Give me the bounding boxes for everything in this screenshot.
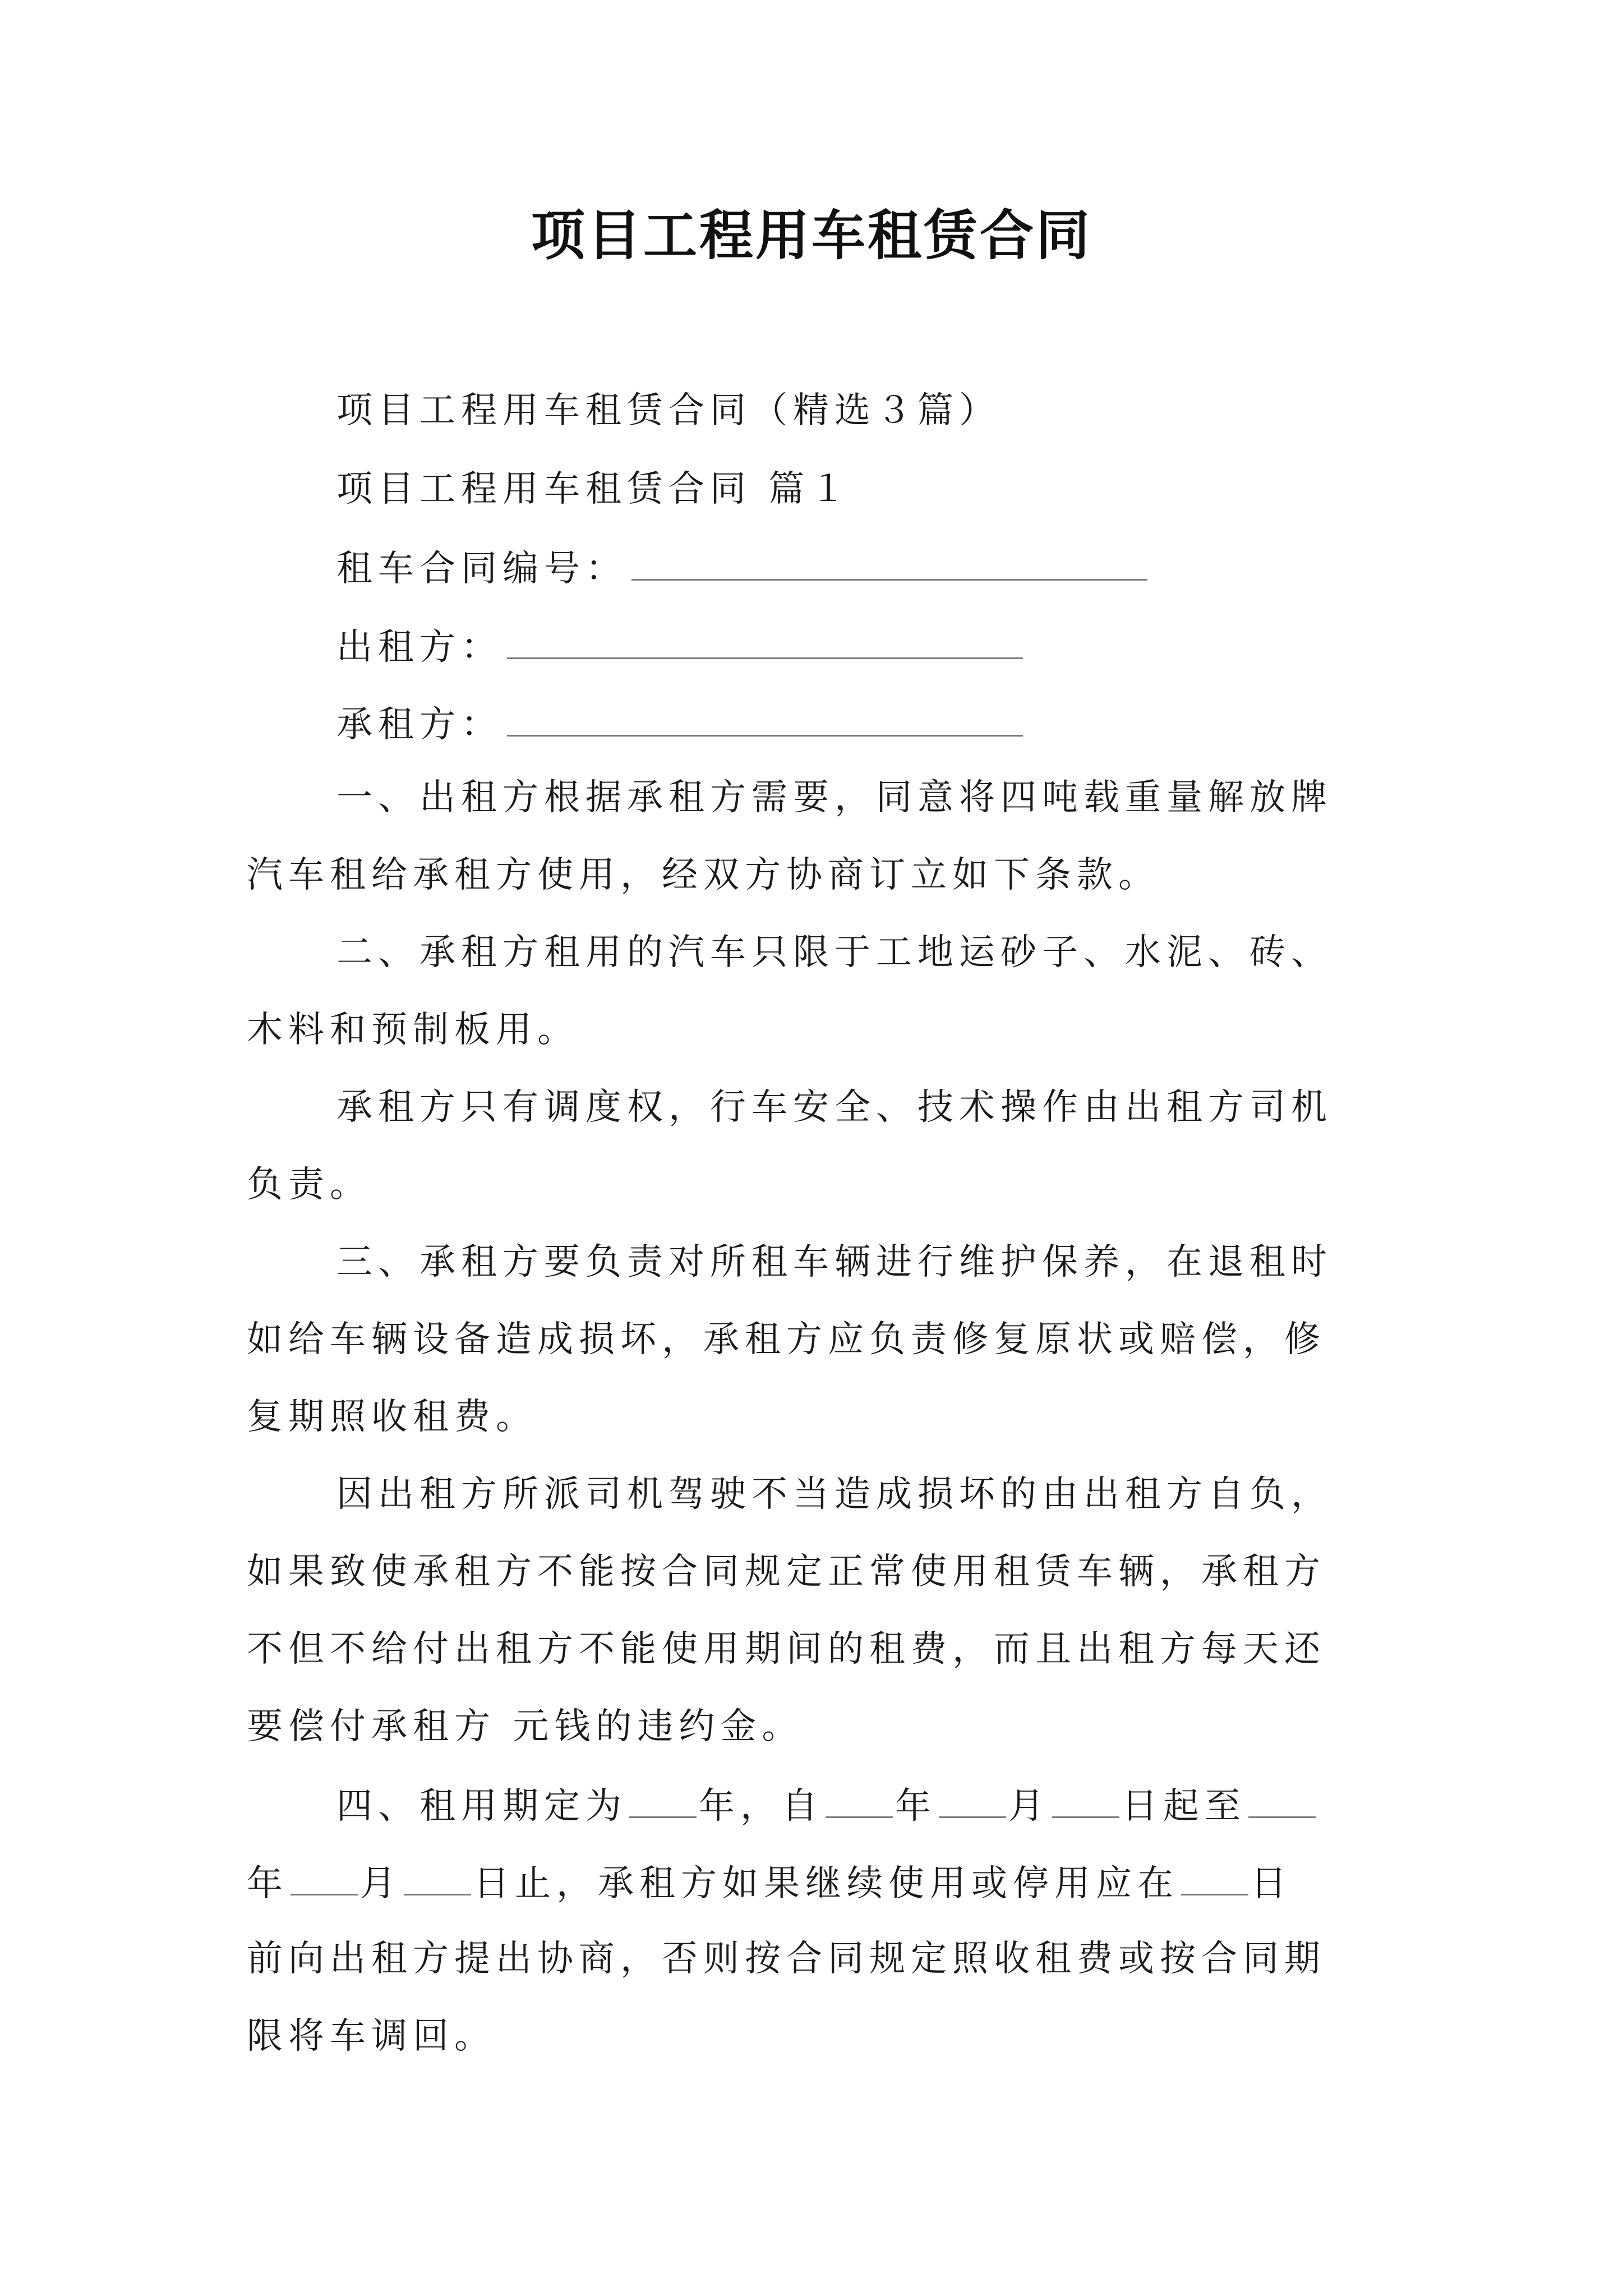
clause-4-line-3: 前向出租方提出协商，否则按合同规定照收租费或按合同期: [247, 1938, 1326, 1980]
clause-1-line-2: 汽车租给承租方使用，经双方协商订立如下条款。: [247, 854, 1160, 896]
clause-2-line-1: 二、承租方租用的汽车只限于工地运砂子、水泥、砖、: [336, 932, 1332, 973]
start-day-blank: [1052, 1782, 1119, 1818]
contract-number-row: [336, 544, 1147, 591]
lessee-label: 承租方：: [336, 704, 502, 746]
clause-3b-line-1: 因出租方所派司机驾驶不当造成损坏的由出租方自负，: [336, 1474, 1332, 1515]
end-year-label: 年: [247, 1863, 288, 1904]
contract-number-label: 租车合同编号：: [336, 548, 627, 590]
contract-number-blank: [631, 544, 1147, 581]
document-subtitle: 项目工程用车租赁合同（精选３篇）: [336, 390, 1000, 431]
end-day-blank: [404, 1859, 471, 1895]
clause-3b-line-3: 不但不给付出租方不能使用期间的租费，而且出租方每天还: [247, 1628, 1326, 1670]
year-from-label: 年，自: [699, 1786, 823, 1827]
term-years-blank: [629, 1782, 697, 1818]
clause-3b-line-4: 要偿付承租方 元钱的违约金。: [247, 1706, 804, 1747]
clause-4-line-4: 限将车调回。: [247, 2016, 496, 2057]
end-month-blank: [291, 1859, 358, 1895]
day-to-label: 日起至: [1122, 1786, 1246, 1827]
notice-days-blank: [1181, 1859, 1248, 1895]
clause-3-line-2: 如给车辆设备造成损坏，承租方应负责修复原状或赔偿，修: [247, 1319, 1326, 1360]
start-year-blank: [826, 1782, 893, 1818]
end-month-label: 月: [360, 1863, 402, 1904]
lessor-row: [336, 623, 1023, 670]
start-month-blank: [939, 1782, 1006, 1818]
clause-4-line-2: [247, 1859, 1292, 1906]
clause-2-line-2: 木料和预制板用。: [247, 1009, 579, 1051]
clause-1-line-1: 一、出租方根据承租方需要，同意将四吨载重量解放牌: [336, 777, 1332, 818]
lessor-blank: [507, 623, 1023, 659]
clause-3-line-3: 复期照收租费。: [247, 1396, 537, 1438]
clause-2b-line-1: 承租方只有调度权，行车安全、技术操作由出租方司机: [336, 1087, 1332, 1128]
lessee-blank: [507, 700, 1023, 737]
lessor-label: 出租方：: [336, 627, 502, 668]
month-label: 月: [1008, 1786, 1050, 1827]
year-label: 年: [895, 1786, 937, 1827]
clause-2b-line-2: 负责。: [247, 1164, 371, 1205]
lessee-row: [336, 700, 1023, 747]
notice-day-label: 日: [1251, 1863, 1292, 1904]
clause-4-line-1: [336, 1782, 1318, 1829]
term-label: 四、租用期定为: [336, 1786, 627, 1827]
end-year-blank: [1248, 1782, 1316, 1818]
clause-3-line-1: 三、承租方要负责对所租车辆进行维护保养，在退租时: [336, 1241, 1332, 1283]
section-heading: 项目工程用车租赁合同 篇１: [336, 468, 852, 510]
end-clause-text: 日止，承租方如果继续使用或停用应在: [473, 1863, 1179, 1904]
clause-3b-line-2: 如果致使承租方不能按合同规定正常使用租赁车辆，承租方: [247, 1551, 1326, 1593]
document-title: 项目工程用车租赁合同: [531, 204, 1092, 267]
